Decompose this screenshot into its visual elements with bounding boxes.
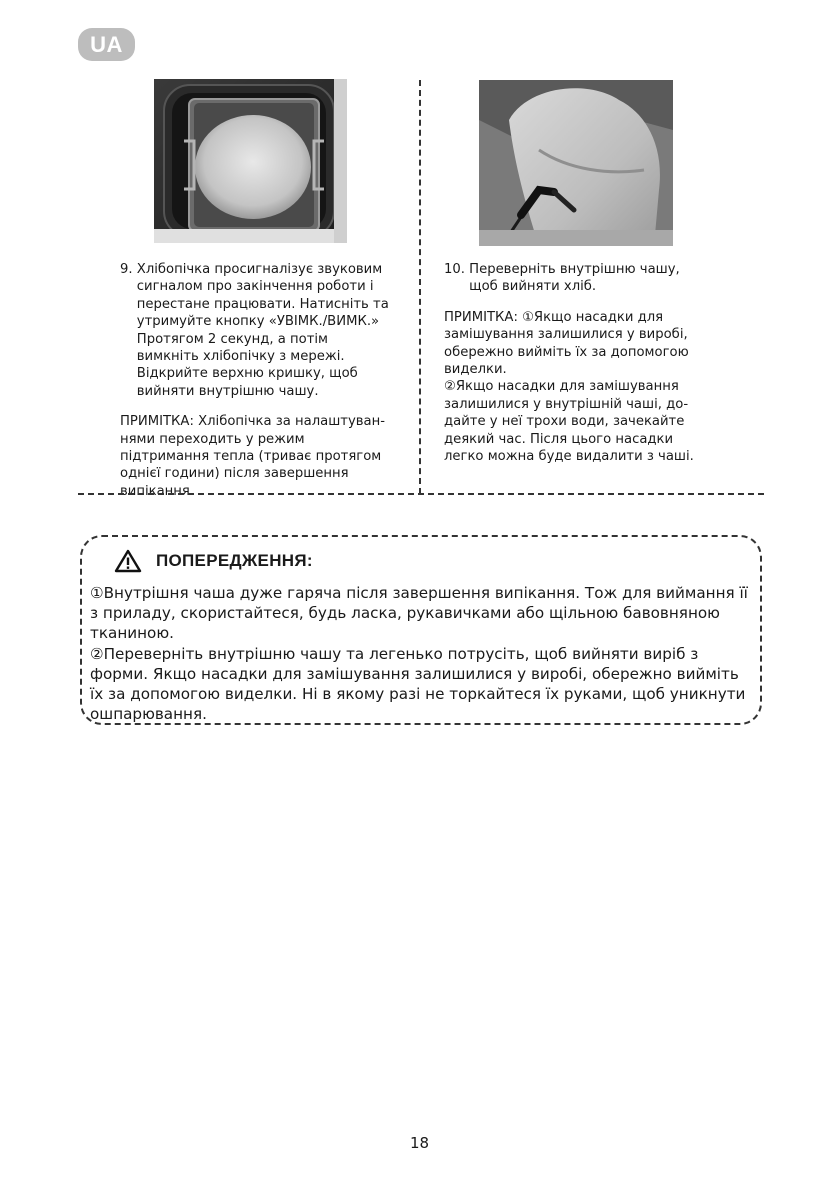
warning-title: ПОПЕРЕДЖЕННЯ: (156, 551, 313, 570)
note-text: Хлібопічка за налаштуваннями переходить у режим підтримання тепла (триває протягом однієї години) після завершення випікання. (120, 414, 386, 499)
step-number: 10. (444, 262, 470, 277)
note-item-1: ①Якщо насадки для замішування залишилися у виробі, обережно вийміть їх за допомогою виделки. (444, 309, 689, 378)
bread-loaf-hook-photo-icon (479, 80, 673, 246)
step-9 (120, 261, 390, 400)
column-divider (419, 80, 421, 494)
page-number: 18 (409, 1134, 430, 1152)
step-10 (444, 261, 710, 296)
warning-item-1: ①Внутрішня чаша дуже гаряча після завершення випікання. Тож для виймання її з приладу, скористайтеся, будь ласка, рукавичками або щільною бавовняною тканиною. (90, 584, 748, 643)
bread-pan-photo (154, 79, 347, 243)
language-badge: UA (78, 28, 135, 61)
step-text: Переверніть внутрішню чашу, щоб вийняти хліб. (469, 262, 680, 295)
step-text: Хлібопічка просигналізує звуковим сигналом про закінчення роботи і перестане працювати. Натисніть та утримуйте кнопку «УВІМК./ВИМК.» Протягом 2 секунд, а потім вимкніть хлібопічку з мережі. Відкрийте верхню кришку, щоб вийняти внутрішню чашу. (136, 262, 389, 399)
note (444, 309, 710, 379)
note-item-2: ②Якщо насадки для замішування залишилися у внутрішній чаші, додайте у неї трохи води, зачекайте деякий час. Після цього насадки легко можна буде видалити з чаші. (444, 379, 694, 465)
section-divider (78, 493, 764, 495)
warning-header (114, 549, 313, 573)
note-label: ПРИМІТКА: (444, 309, 518, 325)
note-label: ПРИМІТКА: (120, 414, 194, 430)
warning-text (90, 583, 754, 724)
warning-triangle-icon (114, 549, 142, 573)
note (120, 413, 390, 500)
warning-item-2: ②Переверніть внутрішню чашу та легенько потрусіть, щоб вийняти виріб з форми. Якщо насадки для замішування залишилися у виробі, обережно вийміть їх за допомогою виделки. Ні в якому разі не торкайтеся їх руками, щоб уникнути ошпарювання. (90, 644, 746, 724)
step-number: 9. (120, 262, 137, 277)
bread-loaf-photo (479, 80, 673, 246)
left-column (120, 261, 390, 500)
warning-box (80, 535, 762, 725)
right-column (444, 261, 710, 465)
bread-pan-photo-icon (154, 79, 347, 243)
